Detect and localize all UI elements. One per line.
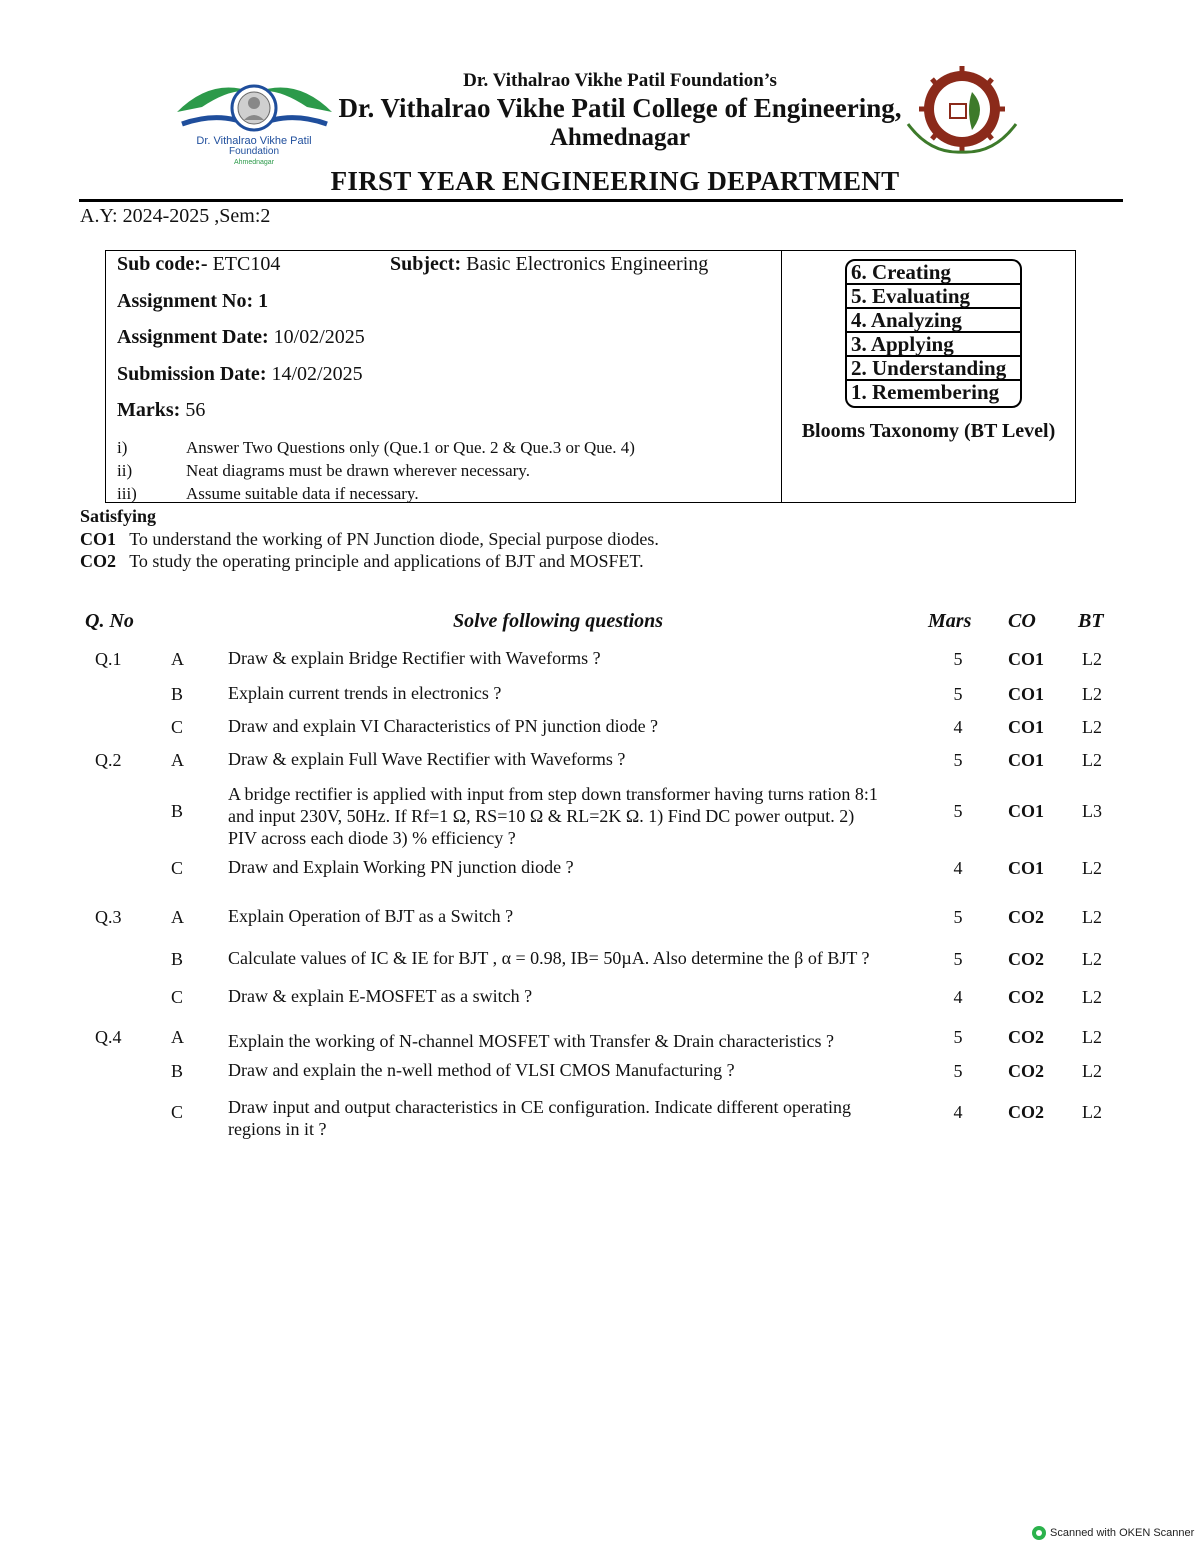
question-bt: L2: [1082, 1027, 1102, 1047]
header-divider: [79, 199, 1123, 202]
co1-text: To understand the working of PN Junction diode, Special purpose diodes.: [129, 529, 659, 549]
submission-date-value: 14/02/2025: [271, 363, 363, 385]
question-co: CO2: [1008, 1061, 1044, 1081]
academic-year: A.Y: 2024-2025 ,Sem:2: [80, 205, 271, 227]
question-marks: 5: [953, 949, 963, 969]
question-bt: L2: [1082, 684, 1102, 704]
question-bt: L2: [1082, 907, 1102, 927]
course-outcome-2: [80, 551, 644, 572]
question-text-line-1: Draw input and output characteristics in CE configuration. Indicate different operating: [228, 1097, 851, 1117]
question-marks: 5: [953, 684, 963, 704]
question-text: Explain current trends in electronics ?: [228, 683, 502, 703]
part-label: A: [171, 649, 184, 669]
question-co: CO2: [1008, 987, 1044, 1007]
qno-1: Q.1: [95, 649, 122, 669]
part-label: A: [171, 750, 184, 770]
question-text-line-3: PIV across each diode 3) % efficiency ?: [228, 828, 516, 848]
subject-label: Subject:: [390, 253, 462, 275]
foundation-logo: [172, 72, 337, 172]
question-text: Draw & explain E-MOSFET as a switch ?: [228, 986, 533, 1006]
assignment-no: Assignment No: 1: [117, 290, 269, 312]
question-marks: 5: [953, 649, 963, 669]
question-co: CO2: [1008, 1027, 1044, 1047]
instruction-num-2: ii): [117, 461, 133, 480]
question-co: CO1: [1008, 858, 1044, 878]
question-co: CO1: [1008, 801, 1044, 821]
subject-row: [390, 253, 708, 276]
question-bt: L2: [1082, 750, 1102, 770]
college-city: Ahmednagar: [549, 124, 691, 151]
question-text-line-2: and input 230V, 50Hz. If Rf=1 Ω, RS=10 Ω & RL=2K Ω. 1) Find DC power output. 2): [228, 806, 855, 826]
question-marks: 4: [953, 858, 963, 878]
marks-row: [117, 399, 205, 422]
blooms-levels-box: [845, 259, 1022, 408]
question-text: Draw and explain the n-well method of VLSI CMOS Manufacturing ?: [228, 1060, 735, 1080]
assignment-date-row: [117, 326, 365, 349]
question-marks: 4: [953, 1102, 963, 1122]
part-label: B: [171, 801, 184, 821]
subject-value: Basic Electronics Engineering: [466, 253, 709, 275]
question-marks: 5: [953, 801, 963, 821]
assignment-date-value: 10/02/2025: [273, 326, 365, 348]
instruction-num-3: iii): [117, 484, 137, 503]
question-text: Draw and Explain Working PN junction diode ?: [228, 857, 574, 877]
header-co: CO: [1008, 610, 1036, 632]
marks-value: 56: [185, 399, 206, 421]
logo-name-line1: Dr. Vithalrao Vikhe Patil: [196, 135, 312, 147]
scanner-text: Scanned with OKEN Scanner: [1050, 1527, 1195, 1539]
question-co: CO1: [1008, 717, 1044, 737]
part-label: C: [171, 1102, 184, 1122]
instruction-text-3: Assume suitable data if necessary.: [186, 484, 419, 503]
question-bt: L2: [1082, 649, 1102, 669]
part-label: A: [171, 907, 184, 927]
bloom-level-6: 6. Creating: [847, 261, 1020, 285]
question-marks: 5: [953, 750, 963, 770]
scanner-logo-icon: [1032, 1526, 1046, 1540]
part-label: B: [171, 949, 184, 969]
question-bt: L2: [1082, 949, 1102, 969]
sub-code-label: Sub code:-: [117, 253, 208, 275]
blooms-caption: Blooms Taxonomy (BT Level): [801, 420, 1056, 442]
part-label: C: [171, 858, 184, 878]
part-label: A: [171, 1027, 184, 1047]
question-bt: L2: [1082, 1102, 1102, 1122]
instruction-num-1: i): [117, 438, 128, 457]
assignment-date-label: Assignment Date:: [117, 326, 269, 348]
info-box-divider: [781, 250, 782, 503]
question-marks: 5: [953, 1027, 963, 1047]
qno-3: Q.3: [95, 907, 122, 927]
bloom-level-4: 4. Analyzing: [847, 309, 1020, 333]
satisfying-label: Satisfying: [80, 506, 157, 526]
header-qno: Q. No: [85, 610, 134, 632]
question-bt: L2: [1082, 858, 1102, 878]
question-marks: 5: [953, 1061, 963, 1081]
college-seal: [900, 64, 1025, 164]
sub-code-row: [117, 253, 280, 276]
question-text: Draw & explain Bridge Rectifier with Waveforms ?: [228, 648, 601, 668]
foundation-name: Dr. Vithalrao Vikhe Patil Foundation’s: [463, 70, 777, 91]
co2-text: To study the operating principle and applications of BJT and MOSFET.: [129, 551, 644, 571]
submission-date-label: Submission Date:: [117, 363, 267, 385]
instruction-text-2: Neat diagrams must be drawn wherever necessary.: [186, 461, 530, 480]
part-label: B: [171, 684, 184, 704]
bloom-level-2: 2. Understanding: [847, 357, 1020, 381]
question-text: Explain Operation of BJT as a Switch ?: [228, 906, 514, 926]
co1-code: CO1: [80, 529, 116, 549]
question-bt: L2: [1082, 717, 1102, 737]
marks-label: Marks:: [117, 399, 181, 421]
part-label: C: [171, 987, 184, 1007]
question-text: Calculate values of IC & IE for BJT , α = 0.98, IB= 50µA. Also determine the β of BJT ?: [228, 948, 870, 968]
department-title: FIRST YEAR ENGINEERING DEPARTMENT: [330, 166, 900, 196]
question-text: Draw and explain VI Characteristics of PN junction diode ?: [228, 716, 659, 736]
question-text: Explain the working of N-channel MOSFET with Transfer & Drain characteristics ?: [228, 1031, 835, 1051]
question-bt: L2: [1082, 987, 1102, 1007]
logo-name-line3: Ahmednagar: [233, 159, 275, 166]
question-co: CO1: [1008, 649, 1044, 669]
question-marks: 4: [953, 987, 963, 1007]
co2-code: CO2: [80, 551, 116, 571]
question-bt: L3: [1082, 801, 1102, 821]
question-text-line-1: A bridge rectifier is applied with input from step down transformer having turns ration 8:1: [228, 784, 878, 804]
bloom-level-5: 5. Evaluating: [847, 285, 1020, 309]
qno-4: Q.4: [95, 1027, 122, 1047]
header-bt: BT: [1078, 610, 1104, 632]
bloom-level-3: 3. Applying: [847, 333, 1020, 357]
scanner-watermark: [1032, 1526, 1194, 1540]
question-marks: 4: [953, 717, 963, 737]
part-label: B: [171, 1061, 184, 1081]
question-text-line-2: regions in it ?: [228, 1119, 327, 1139]
instruction-text-1: Answer Two Questions only (Que.1 or Que. 2 & Que.3 or Que. 4): [186, 438, 635, 457]
question-text: Draw & explain Full Wave Rectifier with Waveforms ?: [228, 749, 626, 769]
question-co: CO1: [1008, 750, 1044, 770]
question-co: CO2: [1008, 949, 1044, 969]
question-marks: 5: [953, 907, 963, 927]
question-co: CO2: [1008, 907, 1044, 927]
submission-date-row: [117, 363, 363, 386]
question-co: CO1: [1008, 684, 1044, 704]
header-questions: Solve following questions: [453, 610, 664, 632]
question-co: CO2: [1008, 1102, 1044, 1122]
sub-code-value: ETC104: [212, 253, 281, 275]
question-bt: L2: [1082, 1061, 1102, 1081]
header-marks: Mars: [928, 610, 972, 632]
part-label: C: [171, 717, 184, 737]
logo-name-line2: Foundation: [228, 146, 280, 157]
course-outcome-1: [80, 529, 659, 550]
bloom-level-1: 1. Remembering: [851, 380, 1000, 404]
qno-2: Q.2: [95, 750, 122, 770]
college-name: Dr. Vithalrao Vikhe Patil College of Engineering,: [338, 93, 902, 123]
